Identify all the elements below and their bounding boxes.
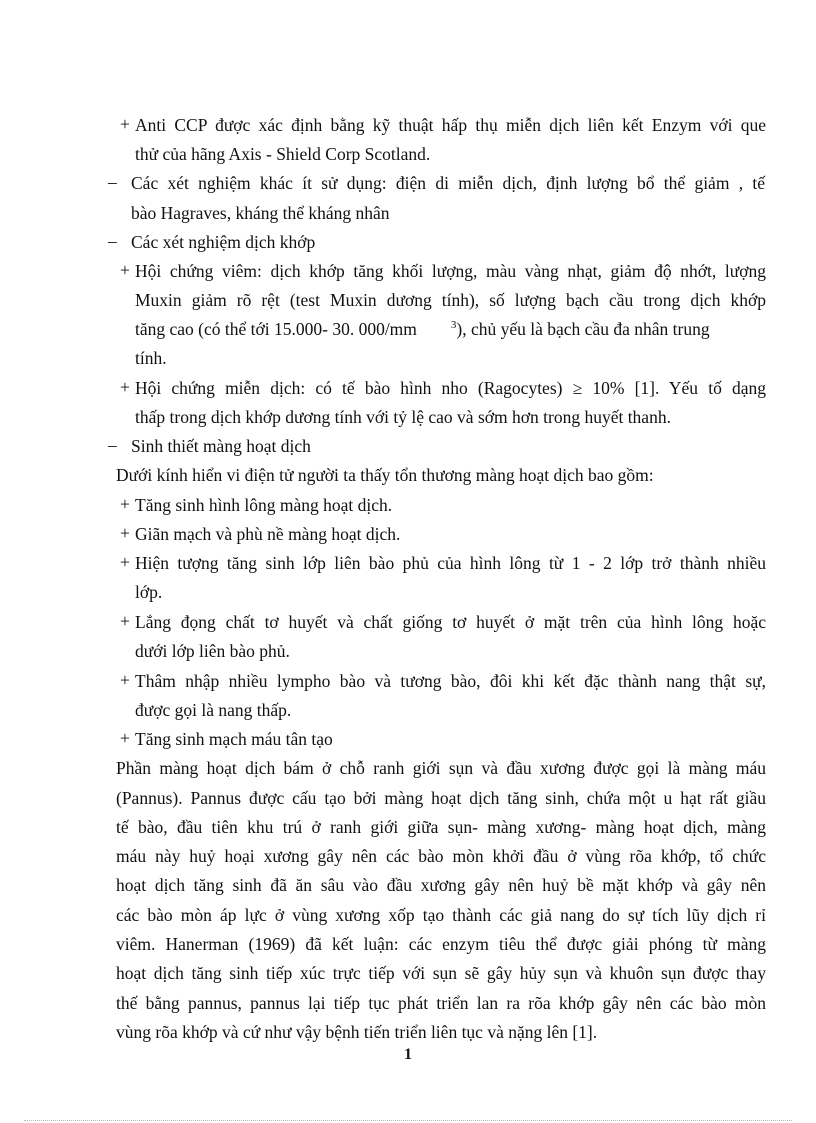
text-line: lớp. xyxy=(135,582,163,602)
text-line: viêm. Hanerman (1969) đã kết luận: các enzym tiêu thể được giải phóng từ màng xyxy=(116,934,766,954)
bullet-dash: – xyxy=(108,172,117,192)
text-line: (Pannus). Pannus được cấu tạo bởi màng hoạt dịch tăng sinh, chứa một u hạt rất giầu xyxy=(116,788,766,808)
text-line: Tăng sinh hình lông màng hoạt dịch. xyxy=(135,495,393,515)
text-line: dưới lớp liên bào phủ. xyxy=(135,641,290,661)
bullet-plus: + xyxy=(120,552,130,572)
text-line: Các xét nghiệm khác ít sử dụng: điện di miễn dịch, định lượng bổ thể giảm , tế xyxy=(131,173,765,193)
text-line: Dưới kính hiển vi điện tử người ta thấy tổn thương màng hoạt dịch bao gồm: xyxy=(116,465,654,485)
bullet-plus: + xyxy=(120,523,130,543)
bullet-dash: – xyxy=(108,435,117,455)
text-line: vùng rõa khớp và cứ như vậy bệnh tiến triển liên tục và nặng lên [1]. xyxy=(116,1022,598,1042)
text-line: Anti CCP được xác định bằng kỹ thuật hấp thụ miễn dịch liên kết Enzym với que xyxy=(135,115,766,135)
text-line: Hội chứng miễn dịch: có tế bào hình nho (Ragocytes) ≥ 10% [1]. Yếu tố dạng xyxy=(135,378,766,398)
text-line xyxy=(135,318,710,343)
page-number: 1 xyxy=(404,1046,412,1063)
text-line: thế bằng pannus, pannus lại tiếp tục phát triển lan ra rõa khớp gây nên các bào mòn xyxy=(116,993,766,1013)
text-line: Lắng đọng chất tơ huyết và chất giống tơ huyết ở mặt trên của hình lông hoặc xyxy=(135,612,766,632)
text-segment: ), chủ yếu là bạch cầu đa nhân trung xyxy=(456,319,710,339)
text-line: Phần màng hoạt dịch bám ở chỗ ranh giới sụn và đầu xương được gọi là màng máu xyxy=(116,758,766,778)
text-line: các bào mòn áp lực ở vùng xương xốp tạo thành các giả nang do sự tích lũy dịch rỉ xyxy=(116,905,766,925)
bullet-plus: + xyxy=(120,611,130,631)
footer-divider xyxy=(24,1120,792,1121)
text-line: thấp trong dịch khớp dương tính với tỷ lệ cao và sớm hơn trong huyết thanh. xyxy=(135,407,671,427)
text-line: tính. xyxy=(135,348,167,368)
bullet-plus: + xyxy=(120,114,130,134)
text-line: hoạt dịch tăng sinh tiếp xúc trực tiếp với sụn sẽ gây hủy sụn và khuôn sụn được thay xyxy=(116,963,766,983)
superscript: 3 xyxy=(450,319,457,331)
text-line: tế bào, đầu tiên khu trú ở ranh giới giữa sụn- màng xương- màng hoạt dịch, màng xyxy=(116,817,766,837)
text-line: Thâm nhập nhiều lympho bào và tương bào, đôi khi kết đặc thành nang thật sự, xyxy=(135,671,766,691)
text-line: Sinh thiết màng hoạt dịch xyxy=(131,436,311,456)
bullet-plus: + xyxy=(120,260,130,280)
text-line: Muxin giảm rõ rệt (test Muxin dương tính), số lượng bạch cầu trong dịch khớp xyxy=(135,290,766,310)
text-line: thử của hãng Axis - Shield Corp Scotland. xyxy=(135,144,431,164)
text-line: máu này huỷ hoại xương gây nên các bào mòn khởi đầu ở vùng rõa khớp, tổ chức xyxy=(116,846,766,866)
bullet-plus: + xyxy=(120,494,130,514)
bullet-plus: + xyxy=(120,670,130,690)
text-line: Các xét nghiệm dịch khớp xyxy=(131,232,316,252)
text-line: hoạt dịch tăng sinh đã ăn sâu vào đầu xương gây nên huỷ bề mặt khớp và gây nên xyxy=(116,875,766,895)
text-line: Giãn mạch và phù nề màng hoạt dịch. xyxy=(135,524,401,544)
text-line: bào Hagraves, kháng thể kháng nhân xyxy=(131,203,390,223)
bullet-plus: + xyxy=(120,377,130,397)
text-line: Tăng sinh mạch máu tân tạo xyxy=(135,729,333,749)
text-line: Hiện tượng tăng sinh lớp liên bào phủ của hình lông từ 1 - 2 lớp trở thành nhiều xyxy=(135,553,766,573)
text-segment: tăng cao (có thể tới 15.000- 30. 000/mm xyxy=(135,319,417,339)
text-line: Hội chứng viêm: dịch khớp tăng khối lượng, màu vàng nhạt, giảm độ nhớt, lượng xyxy=(135,261,766,281)
text-line: được gọi là nang thấp. xyxy=(135,700,292,720)
bullet-dash: – xyxy=(108,231,117,251)
bullet-plus: + xyxy=(120,728,130,748)
